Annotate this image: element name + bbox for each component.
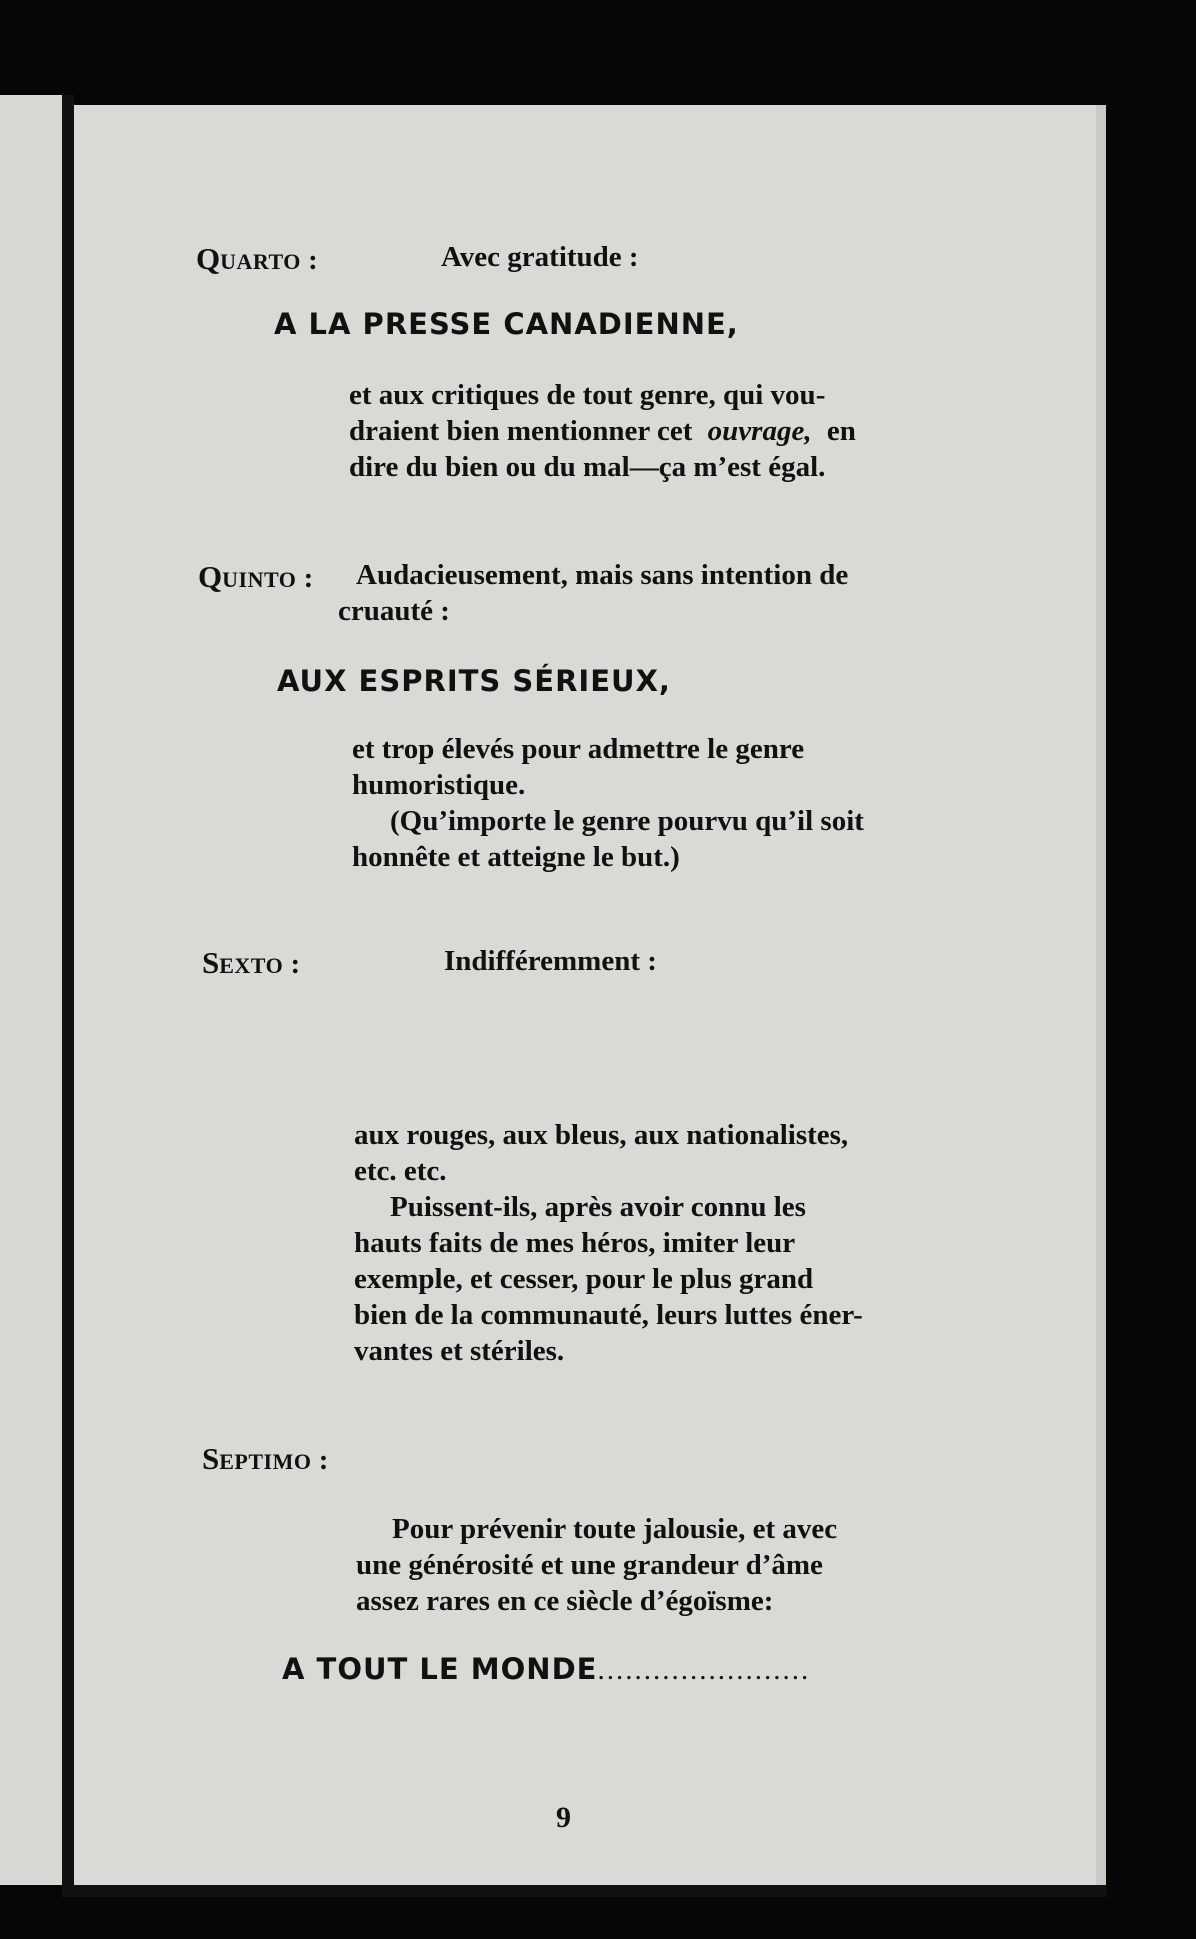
- section-label-sexto: SEXTO :: [202, 945, 301, 980]
- body-line: Puissent-ils, après avoir connu les: [390, 1191, 806, 1223]
- body-line: et aux critiques de tout genre, qui vou-: [349, 379, 826, 411]
- dedication-heading-monde: [282, 1652, 811, 1686]
- body-line: et trop élevés pour admettre le genre: [352, 733, 805, 765]
- body-line: Pour prévenir toute jalousie, et avec: [392, 1513, 838, 1545]
- body-line: hauts faits de mes héros, imiter leur: [354, 1227, 796, 1259]
- page-bottom-shadow: [62, 1885, 1107, 1897]
- body-line: draient bien mentionner cet ouvrage, en: [349, 415, 856, 447]
- heading-text: A TOUT LE MONDE: [282, 1652, 598, 1686]
- section-intro-quinto: Audacieusement, mais sans intention de: [356, 559, 849, 591]
- section-intro-quarto: Avec gratitude :: [441, 241, 639, 273]
- section-label-quarto: QUARTO :: [196, 241, 318, 276]
- body-line: assez rares en ce siècle d’égoïsme:: [356, 1585, 774, 1617]
- body-line: dire du bien ou du mal—ça m’est égal.: [349, 451, 826, 483]
- italic-word: ouvrage,: [707, 415, 812, 447]
- page-edge: [1096, 105, 1106, 1885]
- body-line: exemple, et cesser, pour le plus grand: [354, 1263, 814, 1295]
- page-number: 9: [556, 1801, 571, 1834]
- section-intro-sexto: Indifféremment :: [444, 945, 657, 977]
- body-line: une générosité et une grandeur d’âme: [356, 1549, 823, 1581]
- body-line: humoristique.: [352, 769, 526, 801]
- adjacent-page-edge: [0, 95, 62, 1885]
- section-intro-quinto-cont: cruauté :: [338, 595, 450, 627]
- body-line: bien de la communauté, leurs luttes éner-: [354, 1299, 863, 1331]
- dedication-heading-esprits: AUX ESPRITS SÉRIEUX,: [277, 664, 671, 698]
- section-label-quinto: QUINTO :: [198, 559, 314, 594]
- dedication-heading-presse: A LA PRESSE CANADIENNE,: [274, 307, 739, 341]
- section-label-septimo: SEPTIMO :: [202, 1441, 329, 1476]
- book-page: [74, 105, 1096, 1885]
- body-line: vantes et stériles.: [354, 1335, 565, 1367]
- body-line: honnête et atteigne le but.): [352, 841, 680, 873]
- body-line: aux rouges, aux bleus, aux nationalistes,: [354, 1119, 849, 1151]
- body-line: (Qu’importe le genre pourvu qu’il soit: [390, 805, 864, 837]
- body-line: etc. etc.: [354, 1155, 447, 1187]
- dot-leader: .......................: [597, 1654, 811, 1686]
- binding-shadow: [62, 95, 74, 1890]
